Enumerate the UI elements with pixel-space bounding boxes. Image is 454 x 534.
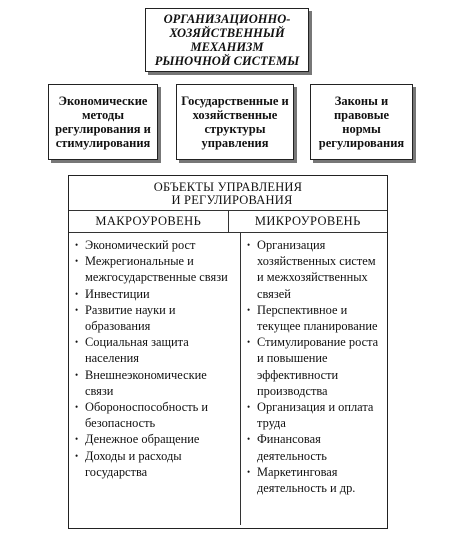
macro-item-text: Внешнеэкономические связи <box>85 367 207 398</box>
bullet-icon: • <box>75 288 79 299</box>
macro-item-text: Инвестиции <box>85 286 150 301</box>
bullet-icon: • <box>75 434 79 445</box>
laws-norms-label: Законы и правовые нормы регулирования <box>318 94 405 150</box>
micro-item <box>247 464 383 496</box>
macro-item <box>75 399 236 431</box>
mechanism-title-box <box>145 8 309 72</box>
bullet-icon: • <box>75 304 79 315</box>
macro-item-text: Межрегиональные и межгосударственные связи <box>85 254 228 285</box>
state-structures-label: Государственные и хозяйственные структуры управления <box>181 94 289 150</box>
bullet-icon: • <box>247 434 251 445</box>
mechanism-title: ОРГАНИЗАЦИОННО-ХОЗЯЙСТВЕННЫЙ МЕХАНИЗМ РЫНОЧНОЙ СИСТЕМЫ <box>154 12 300 68</box>
economic-methods-box <box>48 84 158 160</box>
objects-header-line1: ОБЪЕКТЫ УПРАВЛЕНИЯ <box>153 180 303 194</box>
macro-item <box>75 302 236 334</box>
macro-item-text: Обороноспособность и безопасность <box>85 400 209 431</box>
macro-item <box>75 253 236 285</box>
micro-level-heading: МИКРОУРОВЕНЬ <box>254 214 361 228</box>
micro-item <box>247 399 383 431</box>
levels-body <box>69 233 387 525</box>
bullet-icon: • <box>247 304 251 315</box>
macro-item <box>75 286 236 302</box>
objects-table-header <box>69 176 387 210</box>
micro-item-text: Финансовая деятельность <box>257 432 327 463</box>
micro-item <box>247 431 383 463</box>
micro-item-text: Стимулирование роста и повышение эффективности производства <box>257 335 379 398</box>
macro-item <box>75 431 236 447</box>
macro-item-text: Развитие науки и образования <box>85 302 176 334</box>
micro-item <box>247 334 383 399</box>
bullet-icon: • <box>75 337 79 348</box>
macro-level-list <box>69 233 241 525</box>
micro-level-list <box>241 233 387 525</box>
macro-item <box>75 334 236 366</box>
laws-norms-box <box>310 84 413 160</box>
levels-header-row <box>69 211 387 232</box>
micro-item-text: Перспективное и текущее планирование <box>257 302 378 334</box>
macro-item <box>75 367 236 399</box>
macro-item-text: Доходы и расходы государства <box>85 448 182 479</box>
bullet-icon: • <box>75 240 79 250</box>
state-structures-box <box>176 84 294 160</box>
macro-item-text: Социальная защита населения <box>85 335 189 366</box>
economic-methods-label: Экономические методы регулирования и стимулирования <box>55 94 151 150</box>
macro-item <box>75 448 236 480</box>
macro-item-text: Денежное обращение <box>85 432 200 447</box>
macro-item <box>75 237 236 253</box>
bullet-icon: • <box>247 240 251 250</box>
micro-item <box>247 237 383 302</box>
bullet-icon: • <box>75 450 79 461</box>
bullet-icon: • <box>247 337 251 348</box>
bullet-icon: • <box>75 256 79 267</box>
objects-header-line2: И РЕГУЛИРОВАНИЯ <box>171 193 293 207</box>
micro-item-text: Маркетинговая деятельность и др. <box>257 464 356 496</box>
macro-level-heading: МАКРОУРОВЕНЬ <box>69 211 229 232</box>
bullet-icon: • <box>75 402 79 413</box>
micro-item <box>247 302 383 334</box>
bullet-icon: • <box>247 466 251 477</box>
micro-item-text: Организация хозяйственных систем и межхозяйственных связей <box>257 238 376 301</box>
bullet-icon: • <box>75 369 79 380</box>
micro-item-text: Организация и оплата труда <box>257 400 374 431</box>
bullet-icon: • <box>247 402 251 413</box>
objects-table <box>68 175 388 529</box>
macro-item-text: Экономический рост <box>85 238 196 252</box>
